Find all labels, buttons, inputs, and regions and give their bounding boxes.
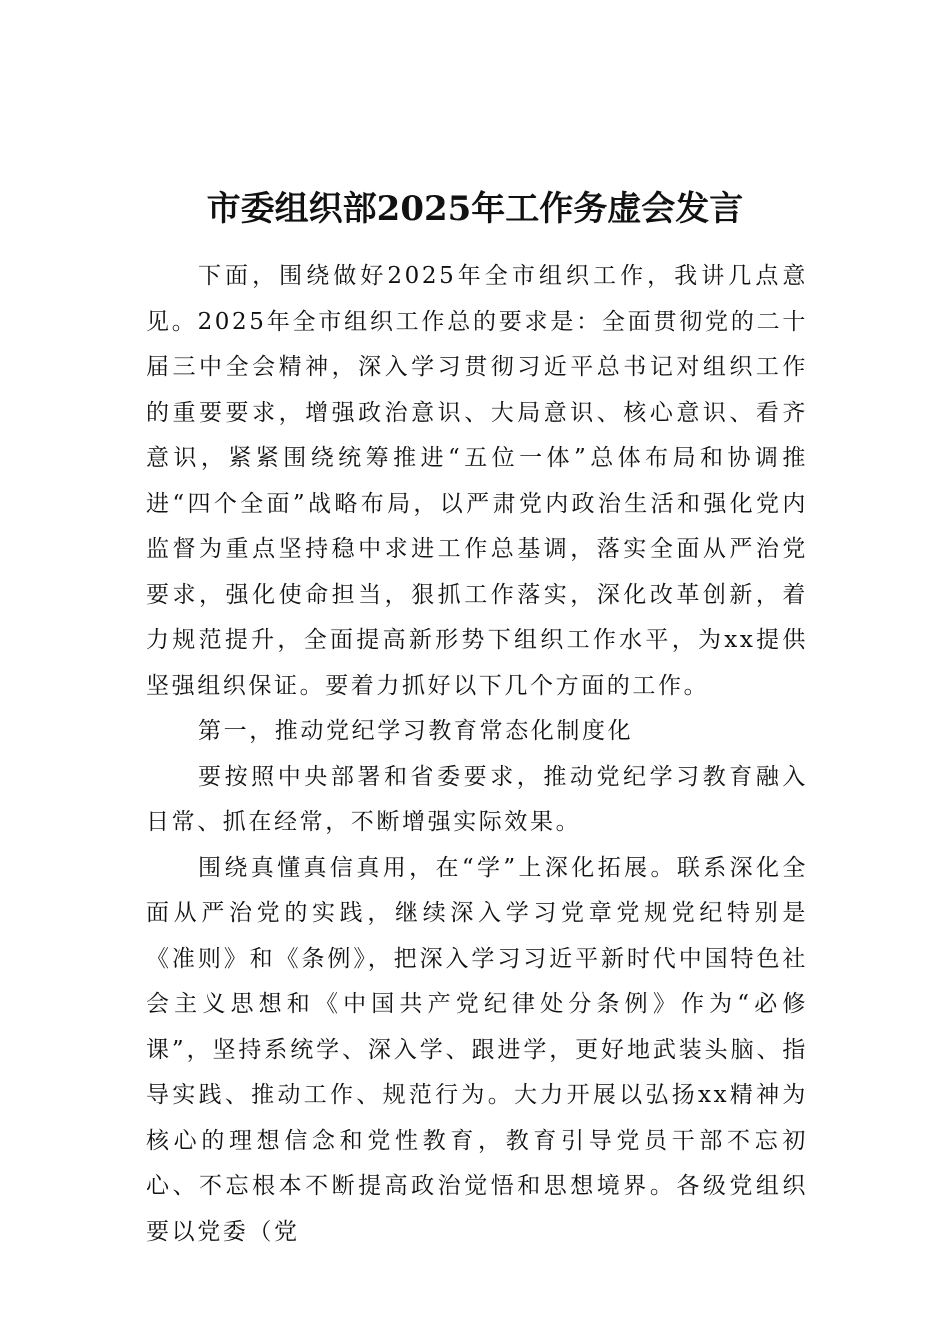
- paragraph-study: 围绕真懂真信真用，在“学”上深化拓展。联系深化全面从严治党的实践，继续深入学习党章党规党纪特别是《准则》和《条例》，把深入学习习近平新时代中国特色社会主义思想和《中国共产党纪律处分条例》作为“必修课”，坚持系统学、深入学、跟进学，更好地武装头脑、指导实践、推动工作、规范行为。大力开展以弘扬xx精神为核心的理想信念和党性教育，教育引导党员干部不忘初心、不忘根本不断提高政治觉悟和思想境界。各级党组织要以党委（党: [146, 854, 808, 1245]
- document-body: [146, 254, 808, 1255]
- paragraph-deployment: 要按照中央部署和省委要求，推动党纪学习教育融入日常、抓在经常，不断增强实际效果。: [146, 763, 808, 835]
- section-heading-first: 第一，推动党纪学习教育常态化制度化: [198, 718, 634, 744]
- paragraph-intro: 下面，围绕做好2025年全市组织工作，我讲几点意见。2025年全市组织工作总的要求是：全面贯彻党的二十届三中全会精神，深入学习贯彻习近平总书记对组织工作的重要要求，增强政治意识、大局意识、核心意识、看齐意识，紧紧围绕统筹推进“五位一体”总体布局和协调推进“四个全面”战略布局，以严肃党内政治生活和强化党内监督为重点坚持稳中求进工作总基调，落实全面从严治党要求，强化使命担当，狠抓工作落实，深化改革创新，着力规范提升，全面提高新形势下组织工作水平，为xx提供坚强组织保证。要着力抓好以下几个方面的工作。: [146, 263, 808, 699]
- document-title: 市委组织部2025年工作务虚会发言: [206, 188, 744, 229]
